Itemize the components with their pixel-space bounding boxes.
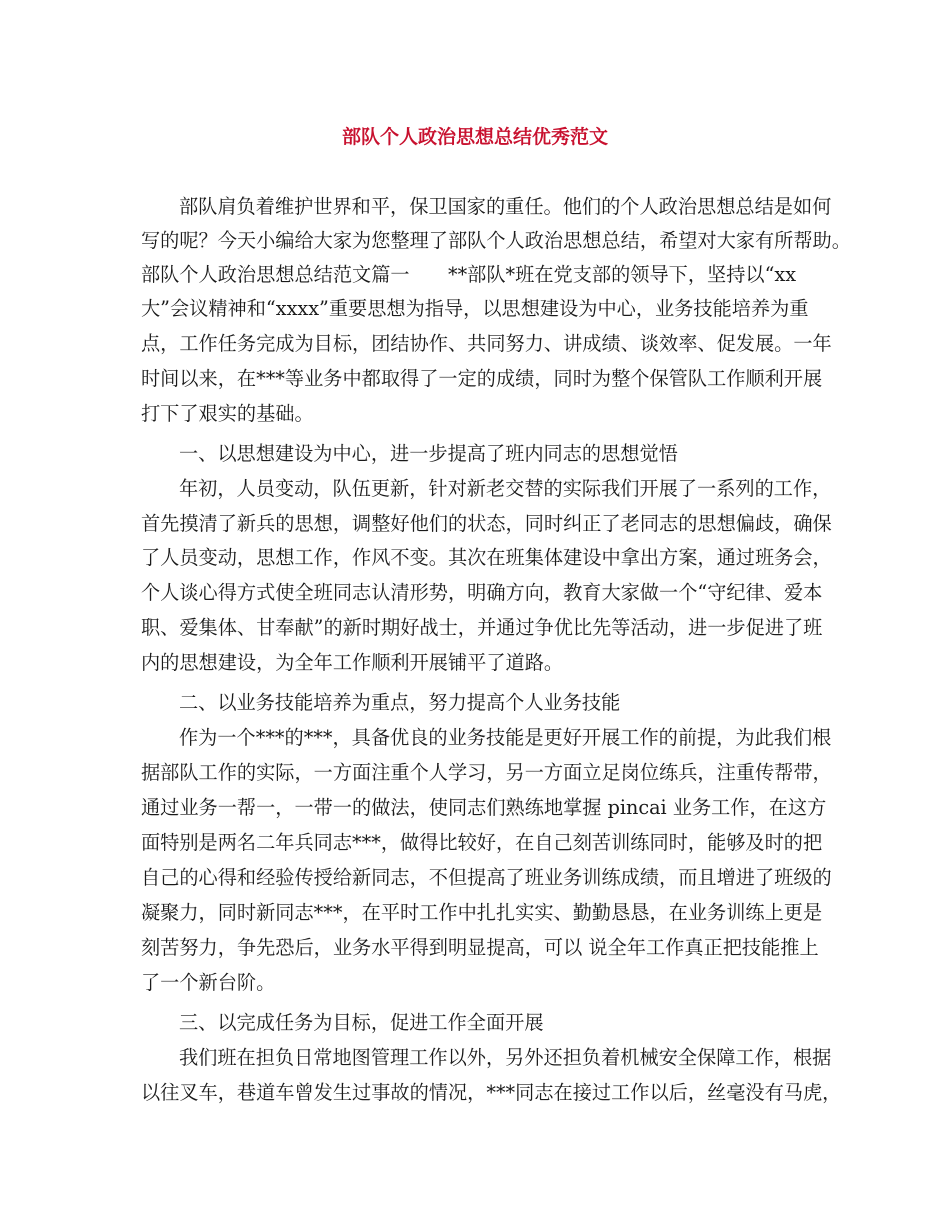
body-line: 刻苦努力，争先恐后，业务水平得到明显提高，可以 说全年工作真正把技能推上 [141,936,819,959]
body-line: 据部队工作的实际，一方面注重个人学习，另一方面立足岗位练兵，注重传帮带， [141,761,832,784]
document-title: 部队个人政治思想总结优秀范文 [341,126,608,148]
body-line: 了人员变动，思想工作，作风不变。其次在班集体建设中拿出方案，通过班务会， [141,546,832,569]
body-line: 凝聚力，同时新同志***，在平时工作中扎扎实实、勤勤恳恳，在业务训练上更是 [141,901,823,924]
body-line: 我们班在担负日常地图管理工作以外，另外还担负着机械安全保障工作，根据 [179,1046,832,1069]
body-line: 内的思想建设，为全年工作顺利开展铺平了道路。 [141,651,564,674]
body-line: 作为一个***的***，具备优良的业务技能是更好开展工作的前提，为此我们根 [179,726,832,749]
body-line: 部队个人政治思想总结范文篇一 **部队*班在党支部的领导下，坚持以“xx [141,263,797,286]
section-heading: 三、以完成任务为目标，促进工作全面开展 [179,1011,544,1034]
section-heading: 二、以业务技能培养为重点，努力提高个人业务技能 [179,691,621,714]
body-line: 通过业务一帮一，一带一的做法，使同志们熟练地掌握 pincai 业务工作，在这方 [141,796,827,819]
body-line: 部队肩负着维护世界和平，保卫国家的重任。他们的个人政治思想总结是如何 [179,195,832,218]
body-line: 首先摸清了新兵的思想，调整好他们的状态，同时纠正了老同志的思想偏歧，确保 [141,512,832,535]
body-line: 年初，人员变动，队伍更新，针对新老交替的实际我们开展了一系列的工作， [179,477,832,500]
body-line: 写的呢？今天小编给大家为您整理了部队个人政治思想总结，希望对大家有所帮助。 [141,229,851,252]
body-line: 面特别是两名二年兵同志***，做得比较好，在自己刻苦训练同时，能够及时的把 [141,831,823,854]
body-line: 打下了艰实的基础。 [141,402,314,425]
body-line: 点，工作任务完成为目标，团结协作、共同努力、讲成绩、谈效率、促发展。一年 [141,332,832,355]
section-heading: 一、以思想建设为中心，进一步提高了班内同志的思想觉悟 [179,442,678,465]
body-line: 个人谈心得方式使全班同志认清形势，明确方向，教育大家做一个“守纪律、爱本 [141,581,823,604]
body-line: 职、爱集体、甘奉献”的新时期好战士，并通过争优比先等活动，进一步促进了班 [141,616,823,639]
body-line: 以往叉车，巷道车曾发生过事故的情况，***同志在接过工作以后，丝毫没有马虎， [141,1081,842,1104]
body-line: 自己的心得和经验传授给新同志，不但提高了班业务训练成绩，而且增进了班级的 [141,866,832,889]
body-line: 了一个新台阶。 [141,971,276,994]
body-line: 时间以来，在***等业务中都取得了一定的成绩，同时为整个保管队工作顺利开展 [141,367,823,390]
body-line: 大”会议精神和“xxxx”重要思想为指导，以思想建设为中心，业务技能培养为重 [141,297,809,320]
